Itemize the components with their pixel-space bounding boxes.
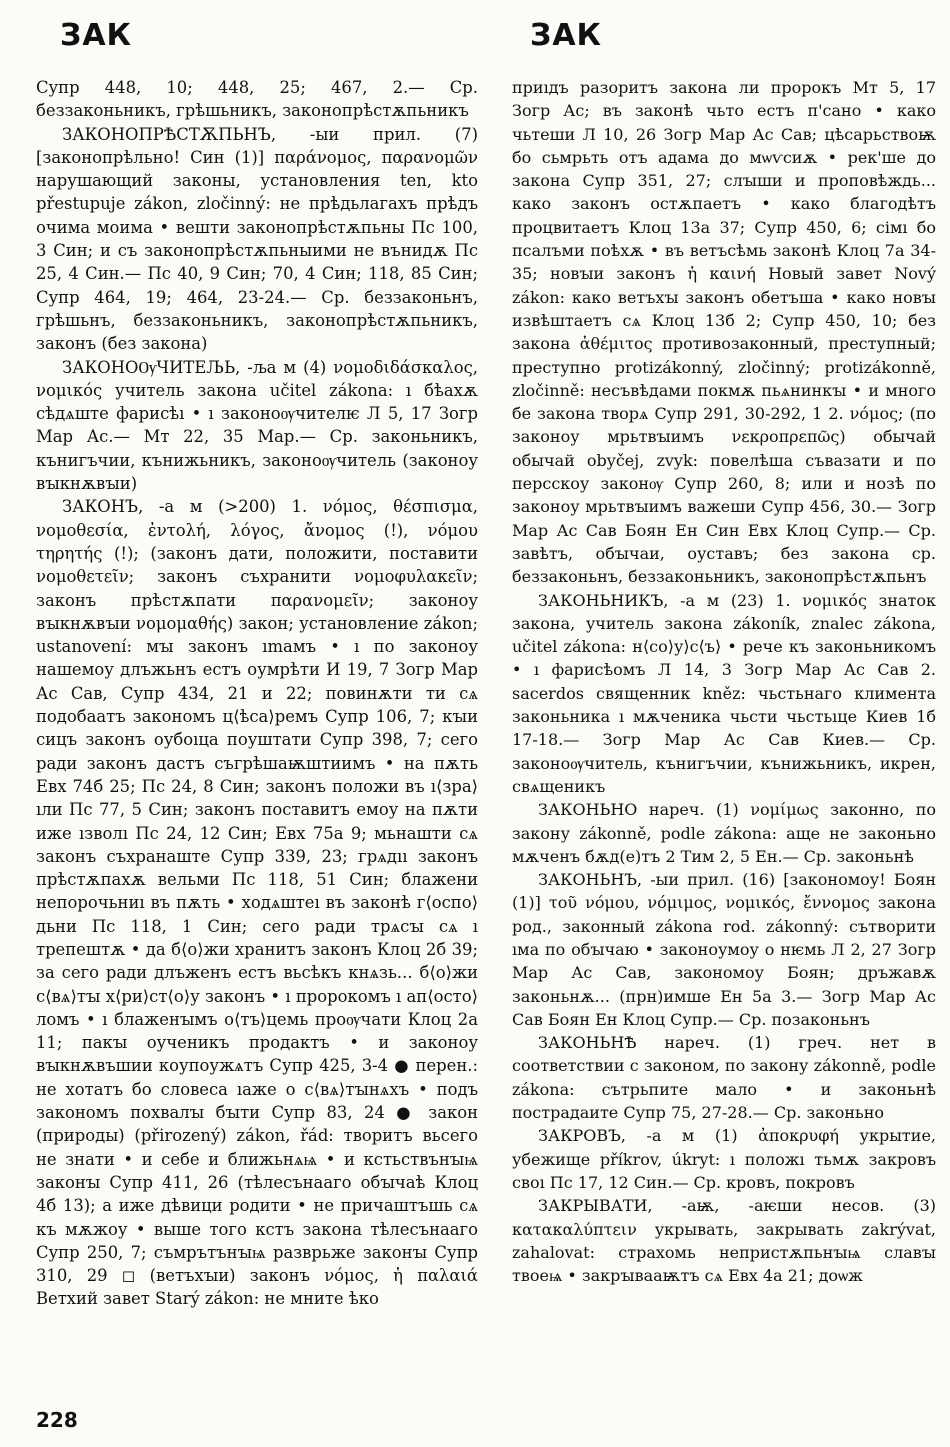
entry-zakonouchitel: ЗАКОНОѸЧИТЕЉЬ, -ља м (4) νομοδιδάσκαλος, νομικός учитель закона učitel zákona: ı бѣахѫ сѣдѧште фарисѣı • ı законоѹчителѥ Л 5, 17 Зогр Мар Ас.— Мт 22, 35 Мар.— Ср. законьникъ, кънигъчии, кънижьникъ, законоѹчитель (законоу вꙑкнѫвꙑи) xyxy=(36,357,478,494)
entry-zakonno: ЗАКОНЬНО нареч. (1) νομίμως законно, по закону zákonně, podle zákona: аще не законьно мѫченъ бѫд(е)тъ 2 Тим 2, 5 Ен.— Ср. законьнѣ xyxy=(512,800,936,866)
running-head-left: ЗАК xyxy=(60,18,133,53)
entry-zakon-continued: приıдъ разоритъ закона ли пророкъ Мт 5, 17 Зогр Ас; въ законѣ чьто естъ п'сано • како чьтеши Л 10, 26 Зогр Мар Ас Сав; цѣсарьствоѭ бо сьмрьть отъ адама до мѡѵсиѫ • рек'ше до закона Супр 351, 27; слꙑши и проповѣждь... како законъ остѫпаетъ • како благодѣтъ процвитаетъ Клоц 13а 37; Супр 450, 6; сімı бо псалъми поѣхѫ • въ ветъсѣмь законѣ Клоц 7а 34-35; новꙑи законъ ἡ καινή Новый завет Nový zákon: како ветъхꙑ законъ обетъша • како новꙑ извѣштаетъ сѧ Клоц 13б 2; Супр 450, 10; без закона ἀθέμιτος противозаконный, преступный; преступно protizákonný, zločinný; protizákonně, zločinně: несъвѣдами покмѫ пьѧнинкꙑ • и много бе закона творѧ Супр 291, 30-292, 1 2. νόμος; (по законоу мрьтвꙑимъ νεκροπρεπῶς) обычай обычай obyčej, zvyk: повелѣша съвазати и по персскоу законѹ Супр 260, 8; или и нозѣ по законоу мрьтвꙑимъ важеши Супр 456, 30.— Зогр Мар Ас Сав Боян Ен Син Евх Клоц Супр.— Ср. завѣтъ, обꙑчаи, оуставъ; без закона ср. беззаконьнъ, беззаконьникъ, законопрѣстѫпьнъ xyxy=(512,78,936,587)
right-column xyxy=(512,76,936,1287)
entry-zakonnik: ЗАКОНЬНИКЪ, -а м (23) 1. νομικός знаток закона, учитель закона zákoník, znalec zákona, učitel zákona: н⟨со⟩у⟩с⟨ъ⟩ • рече къ законьникомъ • ı фарисѣомъ Л 14, 3 Зогр Мар Ас Сав 2. sacerdos священник kněz: чьстьнаго климента законьника ı мѫченика чьсти чьстьıце Киев 1б 17-18.— Зогр Мар Ас Сав Киев.— Ср. законоѹчитель, кънигъчии, кънижьникъ, икрен, свѧщеникъ xyxy=(512,590,936,796)
running-head-right: ЗАК xyxy=(530,18,603,53)
entry-zakonoprestapn: ЗАКОНОПРѢСТѪПЬНЪ, -ыи прил. (7) [законопрѣльно! Син (1)] παράνομος, παρανομῶν нарушающий законы, установления ten, kto přestupuje zákon, zločinný: не прѣдьлагахъ прѣдъ очима моима • вешти законопрѣстѫпьны Пс 100, 3 Син; и съ законопрѣстѫпьныими не вънидѫ Пс 25, 4 Син.— Пс 40, 9 Син; 70, 4 Син; 118, 85 Син; Супр 464, 19; 464, 23-24.— Ср. беззаконьнъ, грѣшьнъ, беззаконьникъ, законопрѣстѫпьникъ, законъ (без закона) xyxy=(36,124,478,354)
entry-zakonn: ЗАКОНЬНЪ, -ыи прил. (16) [закономоу! Боян (1)] τοῦ νόμου, νόμιμος, νομικός, ἔννομος закона род., законный zákona rod. zákonný: сътворити ıма по обꙑчаю • законоумоу о нѥмь Л 2, 27 Зогр Мар Ас Сав, закономоу Боян; дръжавѫ законьнѫ... (прн)имше Ен 5а 3.— Зогр Мар Ас Сав Боян Ен Клоц Супр.— Ср. позаконьнъ xyxy=(512,870,936,1029)
entry-zakryvati: ЗАКРЫВАТИ, -аѭ, -аѥши несов. (3) κατακαλύπτειν укрывать, закрывать zakrývat, zahalovat: страхомь непристѫпьнꙑѩ славꙑ твоеѩ • закрꙑвааѭтъ сѧ Евх 4а 21; доѡж xyxy=(512,1196,936,1286)
entry-continuation: Супр 448, 10; 448, 25; 467, 2.— Ср. беззаконьникъ, грѣшьникъ, законопрѣстѫпьникъ xyxy=(36,78,478,121)
entry-zakonne: ЗАКОНЬНѢ нареч. (1) греч. нет в соответствии с законом, по закону zákonně, podle zákona: сътрьпите мало • и законьнѣ пострадаите Супр 75, 27-28.— Ср. законьно xyxy=(512,1033,936,1123)
page-number: 228 xyxy=(36,1408,78,1432)
entry-zakrov: ЗАКРОВЪ, -а м (1) ἀποκρυφή укрытие, убежище příkrov, úkryt: ı положı тьмѫ закровъ своı Пс 17, 12 Син.— Ср. кровъ, покровъ xyxy=(512,1126,936,1192)
entry-zakon: ЗАКОНЪ, -а м (>200) 1. νόμος, θέσπισμα, νομοθεσία, ἐντολή, λόγος, ἄνομος (!), νόμου τηρητής (!); (законъ дати, положити, поставити νομοθετεῖν; законъ съхранити νομοφυλακεῖν; законъ прѣстѫпати παρανομεῖν; законоу вꙑкнѫвꙑи νομομαθής) закон; установление zákon; ustanovení: мꙑ законъ ımамъ • ı по законоу нашемоу длъжьнъ естъ оумрѣти И 19, 7 Зогр Мар Ас Сав, Супр 434, 21 и 22; повинѫти ти сѧ подобаатъ закономъ ц⟨ѣса⟩ремъ Супр 106, 7; кꙑи сицъ законъ оубоıца поуштати Супр 398, 7; сего ради законъ дастъ съгрѣшаѭштиимъ • на пѫть Евх 74б 25; Пс 24, 8 Син; законъ положи въ ı⟨зра⟩ıли Пс 77, 5 Син; законъ поставитъ емоу на пѫти иже ıзволı Пс 24, 12 Син; Евх 75а 9; мьнашти сѧ законъ съхранаште Супр 339, 23; грѧдıı законъ прѣстѫпахѫ вельми Пс 118, 51 Син; блажени непорочьниı въ пѫть • ходѧштеı въ законѣ г⟨оспо⟩дьни Пс 118, 1 Син; сего ради трѧсꙑ сѧ ı трепештѫ • да б⟨о⟩жи хранитъ законъ Клоц 2б 39; за сего ради длъженъ естъ вьсѣкъ кнѧзь... б⟨о⟩жи с⟨вѧ⟩тꙑ х⟨ри⟩ст⟨о⟩у законъ • ı пророкомъ ı ап⟨осто⟩ломъ • ı блаженꙑмъ о⟨тъ⟩цемь проѹчати Клоц 2а 11; пакꙑ оученикъ продактъ • и законоу вꙑкнѫвъшии коупоужѧтъ Супр 425, 3-4 ● перен.: не хотатъ бо словеса ıаже о с⟨вѧ⟩тꙑнѧхъ • подъ закономъ похвалꙑ бꙑти Супр 83, 24 ● закон (природы) (přirozený) zákon, řád: творитъ вьсего не знати • и себе и ближьнѧѩ • и кстьствънꙑѩ законꙑ Супр 411, 26 (тѣлесънааго обꙑчаѣ Клоц 4б 13); а иже дѣвици родити • не причаштъшь сѧ къ мѫжоу • выше того кстъ закона тѣлесънааго Супр 250, 7; съмрътънꙑѩ разврьже законꙑ Супр 310, 29 ◻ (ветъхꙑи) законъ νόμος, ἡ παλαιά Ветхий завет Starý zákon: не мните ѣко xyxy=(36,497,478,1309)
left-column xyxy=(36,76,478,1311)
